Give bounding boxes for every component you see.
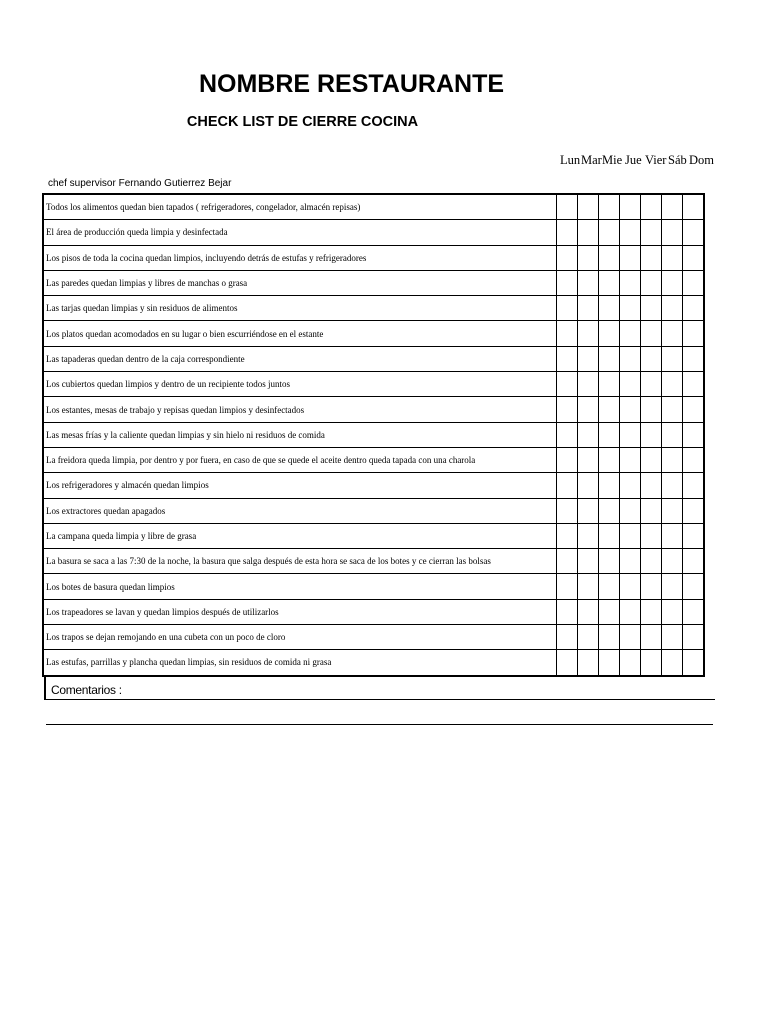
- checkbox-sáb[interactable]: [662, 625, 683, 650]
- task-label: Los extractores quedan apagados: [43, 498, 557, 523]
- task-label: Los botes de basura quedan limpios: [43, 574, 557, 599]
- checkbox-lun[interactable]: [557, 523, 578, 548]
- checkbox-mar[interactable]: [578, 650, 599, 676]
- task-label: El área de producción queda limpia y desinfectada: [43, 220, 557, 245]
- task-label: Todos los alimentos quedan bien tapados ( refrigeradores, congelador, almacén repisas): [43, 194, 557, 220]
- checkbox-dom[interactable]: [683, 270, 705, 295]
- day-header-0: Lun: [560, 153, 581, 167]
- checklist-row: [43, 549, 704, 574]
- checkbox-dom[interactable]: [683, 447, 705, 472]
- checklist-row: [43, 245, 704, 270]
- checkbox-vier[interactable]: [641, 422, 662, 447]
- checkbox-dom[interactable]: [683, 245, 705, 270]
- checkbox-sáb[interactable]: [662, 220, 683, 245]
- comments-box[interactable]: [44, 675, 715, 700]
- checkbox-vier[interactable]: [641, 574, 662, 599]
- checklist-row: [43, 473, 704, 498]
- checkbox-lun[interactable]: [557, 194, 578, 220]
- checkbox-vier[interactable]: [641, 625, 662, 650]
- checkbox-sáb[interactable]: [662, 523, 683, 548]
- checkbox-dom[interactable]: [683, 549, 705, 574]
- checklist-row: [43, 599, 704, 624]
- checkbox-mar[interactable]: [578, 397, 599, 422]
- checkbox-dom[interactable]: [683, 296, 705, 321]
- checkbox-dom[interactable]: [683, 625, 705, 650]
- task-label: Las mesas frías y la caliente quedan limpias y sin hielo ni residuos de comida: [43, 422, 557, 447]
- day-header-5: Sáb: [668, 153, 687, 167]
- checkbox-vier[interactable]: [641, 397, 662, 422]
- task-label: La campana queda limpia y libre de grasa: [43, 523, 557, 548]
- checkbox-mar[interactable]: [578, 422, 599, 447]
- page-title: NOMBRE RESTAURANTE: [198, 70, 505, 98]
- task-label: Las paredes quedan limpias y libres de manchas o grasa: [43, 270, 557, 295]
- checklist-table: [42, 193, 705, 677]
- checklist-row: [43, 650, 704, 676]
- checkbox-mie[interactable]: [599, 321, 620, 346]
- checkbox-mar[interactable]: [578, 523, 599, 548]
- checkbox-dom[interactable]: [683, 220, 705, 245]
- checkbox-mie[interactable]: [599, 447, 620, 472]
- checkbox-jue[interactable]: [620, 574, 641, 599]
- checkbox-mar[interactable]: [578, 346, 599, 371]
- checkbox-mar[interactable]: [578, 296, 599, 321]
- checkbox-lun[interactable]: [557, 625, 578, 650]
- checkbox-vier[interactable]: [641, 498, 662, 523]
- checkbox-lun[interactable]: [557, 270, 578, 295]
- checklist-row: [43, 498, 704, 523]
- checklist-row: [43, 296, 704, 321]
- checkbox-jue[interactable]: [620, 498, 641, 523]
- checkbox-sáb[interactable]: [662, 296, 683, 321]
- checklist-row: [43, 372, 704, 397]
- checkbox-vier[interactable]: [641, 650, 662, 676]
- checkbox-mie[interactable]: [599, 625, 620, 650]
- checkbox-jue[interactable]: [620, 321, 641, 346]
- checkbox-jue[interactable]: [620, 372, 641, 397]
- checkbox-vier[interactable]: [641, 372, 662, 397]
- checkbox-vier[interactable]: [641, 523, 662, 548]
- comments-line: [46, 724, 713, 725]
- checkbox-jue[interactable]: [620, 422, 641, 447]
- checkbox-lun[interactable]: [557, 473, 578, 498]
- checkbox-mie[interactable]: [599, 245, 620, 270]
- checkbox-mar[interactable]: [578, 498, 599, 523]
- checkbox-jue[interactable]: [620, 397, 641, 422]
- checklist-subtitle: CHECK LIST DE CIERRE COCINA: [186, 114, 419, 130]
- checkbox-mar[interactable]: [578, 270, 599, 295]
- checkbox-dom[interactable]: [683, 346, 705, 371]
- checkbox-vier[interactable]: [641, 549, 662, 574]
- checkbox-lun[interactable]: [557, 245, 578, 270]
- checklist-row: [43, 194, 704, 220]
- checkbox-sáb[interactable]: [662, 574, 683, 599]
- checkbox-lun[interactable]: [557, 574, 578, 599]
- checklist-row: [43, 397, 704, 422]
- checkbox-vier[interactable]: [641, 346, 662, 371]
- task-label: Los trapos se dejan remojando en una cubeta con un poco de cloro: [43, 625, 557, 650]
- checkbox-jue[interactable]: [620, 296, 641, 321]
- checkbox-mar[interactable]: [578, 447, 599, 472]
- checkbox-mie[interactable]: [599, 574, 620, 599]
- task-label: Los pisos de toda la cocina quedan limpios, incluyendo detrás de estufas y refrigeradores: [43, 245, 557, 270]
- checkbox-sáb[interactable]: [662, 549, 683, 574]
- checkbox-dom[interactable]: [683, 473, 705, 498]
- day-header-1: Mar: [581, 153, 602, 167]
- checkbox-vier[interactable]: [641, 473, 662, 498]
- checkbox-mie[interactable]: [599, 549, 620, 574]
- checkbox-mie[interactable]: [599, 372, 620, 397]
- checkbox-jue[interactable]: [620, 220, 641, 245]
- checklist-row: [43, 321, 704, 346]
- checkbox-jue[interactable]: [620, 270, 641, 295]
- task-label: Los platos quedan acomodados en su lugar o bien escurriéndose en el estante: [43, 321, 557, 346]
- checkbox-dom[interactable]: [683, 574, 705, 599]
- task-label: La basura se saca a las 7:30 de la noche, la basura que salga después de esta hora se saca de los botes y ce cierran las bolsas: [43, 549, 557, 574]
- checkbox-jue[interactable]: [620, 650, 641, 676]
- checkbox-mie[interactable]: [599, 346, 620, 371]
- checklist-row: [43, 523, 704, 548]
- checkbox-mar[interactable]: [578, 625, 599, 650]
- checkbox-sáb[interactable]: [662, 194, 683, 220]
- checkbox-mar[interactable]: [578, 372, 599, 397]
- checkbox-sáb[interactable]: [662, 422, 683, 447]
- checkbox-vier[interactable]: [641, 447, 662, 472]
- checkbox-dom[interactable]: [683, 650, 705, 676]
- checkbox-sáb[interactable]: [662, 346, 683, 371]
- task-label: La freidora queda limpia, por dentro y por fuera, en caso de que se quede el aceite dentro queda tapada con una charola: [43, 447, 557, 472]
- checkbox-lun[interactable]: [557, 220, 578, 245]
- checkbox-dom[interactable]: [683, 523, 705, 548]
- checklist-row: [43, 346, 704, 371]
- checkbox-lun[interactable]: [557, 549, 578, 574]
- checkbox-jue[interactable]: [620, 346, 641, 371]
- checkbox-sáb[interactable]: [662, 372, 683, 397]
- checkbox-dom[interactable]: [683, 498, 705, 523]
- checkbox-lun[interactable]: [557, 296, 578, 321]
- checkbox-mar[interactable]: [578, 574, 599, 599]
- checkbox-lun[interactable]: [557, 599, 578, 624]
- checklist-row: [43, 270, 704, 295]
- checkbox-vier[interactable]: [641, 270, 662, 295]
- checkbox-dom[interactable]: [683, 321, 705, 346]
- checkbox-mar[interactable]: [578, 220, 599, 245]
- checkbox-lun[interactable]: [557, 346, 578, 371]
- checkbox-mie[interactable]: [599, 498, 620, 523]
- day-header-6: Dom: [689, 153, 714, 167]
- checkbox-lun[interactable]: [557, 422, 578, 447]
- checkbox-jue[interactable]: [620, 473, 641, 498]
- checkbox-sáb[interactable]: [662, 599, 683, 624]
- checkbox-mie[interactable]: [599, 473, 620, 498]
- checkbox-mie[interactable]: [599, 194, 620, 220]
- checkbox-sáb[interactable]: [662, 498, 683, 523]
- supervisor-name: chef supervisor Fernando Gutierrez Bejar: [48, 178, 232, 189]
- checkbox-jue[interactable]: [620, 194, 641, 220]
- task-label: Los cubiertos quedan limpios y dentro de un recipiente todos juntos: [43, 372, 557, 397]
- checkbox-lun[interactable]: [557, 397, 578, 422]
- checkbox-jue[interactable]: [620, 523, 641, 548]
- task-label: Los trapeadores se lavan y quedan limpios después de utilizarlos: [43, 599, 557, 624]
- checkbox-jue[interactable]: [620, 625, 641, 650]
- task-label: Las estufas, parrillas y plancha quedan limpias, sin residuos de comida ni grasa: [43, 650, 557, 676]
- task-label: Los estantes, mesas de trabajo y repisas quedan limpios y desinfectados: [43, 397, 557, 422]
- comments-label: Comentarios :: [51, 683, 122, 697]
- day-header-4: Vier: [645, 153, 667, 167]
- checkbox-vier[interactable]: [641, 194, 662, 220]
- checkbox-mie[interactable]: [599, 422, 620, 447]
- checklist-row: [43, 447, 704, 472]
- task-label: Los refrigeradores y almacén quedan limpios: [43, 473, 557, 498]
- checklist-row: [43, 574, 704, 599]
- checkbox-lun[interactable]: [557, 650, 578, 676]
- checkbox-vier[interactable]: [641, 220, 662, 245]
- checkbox-mie[interactable]: [599, 220, 620, 245]
- task-label: Las tarjas quedan limpias y sin residuos de alimentos: [43, 296, 557, 321]
- checkbox-sáb[interactable]: [662, 270, 683, 295]
- checkbox-jue[interactable]: [620, 549, 641, 574]
- checkbox-dom[interactable]: [683, 397, 705, 422]
- checkbox-dom[interactable]: [683, 422, 705, 447]
- checkbox-vier[interactable]: [641, 321, 662, 346]
- checkbox-mar[interactable]: [578, 321, 599, 346]
- checkbox-mar[interactable]: [578, 473, 599, 498]
- checkbox-lun[interactable]: [557, 321, 578, 346]
- checkbox-jue[interactable]: [620, 447, 641, 472]
- checkbox-mar[interactable]: [578, 194, 599, 220]
- checkbox-lun[interactable]: [557, 372, 578, 397]
- checkbox-sáb[interactable]: [662, 447, 683, 472]
- checkbox-dom[interactable]: [683, 372, 705, 397]
- day-header-3: Jue: [625, 153, 642, 167]
- checkbox-mie[interactable]: [599, 270, 620, 295]
- checklist-row: [43, 422, 704, 447]
- checklist-row: [43, 625, 704, 650]
- checkbox-mie[interactable]: [599, 599, 620, 624]
- checkbox-mie[interactable]: [599, 296, 620, 321]
- checkbox-sáb[interactable]: [662, 473, 683, 498]
- checklist-row: [43, 220, 704, 245]
- checkbox-mie[interactable]: [599, 397, 620, 422]
- checkbox-vier[interactable]: [641, 296, 662, 321]
- checkbox-lun[interactable]: [557, 498, 578, 523]
- checkbox-jue[interactable]: [620, 245, 641, 270]
- checkbox-sáb[interactable]: [662, 650, 683, 676]
- day-header-2: Mie: [602, 153, 623, 167]
- checkbox-jue[interactable]: [620, 599, 641, 624]
- checkbox-sáb[interactable]: [662, 397, 683, 422]
- task-label: Las tapaderas quedan dentro de la caja correspondiente: [43, 346, 557, 371]
- checkbox-mie[interactable]: [599, 650, 620, 676]
- checkbox-dom[interactable]: [683, 599, 705, 624]
- checkbox-mie[interactable]: [599, 523, 620, 548]
- checkbox-vier[interactable]: [641, 245, 662, 270]
- checkbox-dom[interactable]: [683, 194, 705, 220]
- checkbox-mar[interactable]: [578, 549, 599, 574]
- checkbox-sáb[interactable]: [662, 245, 683, 270]
- checkbox-mar[interactable]: [578, 245, 599, 270]
- checkbox-mar[interactable]: [578, 599, 599, 624]
- checkbox-sáb[interactable]: [662, 321, 683, 346]
- checkbox-lun[interactable]: [557, 447, 578, 472]
- checkbox-vier[interactable]: [641, 599, 662, 624]
